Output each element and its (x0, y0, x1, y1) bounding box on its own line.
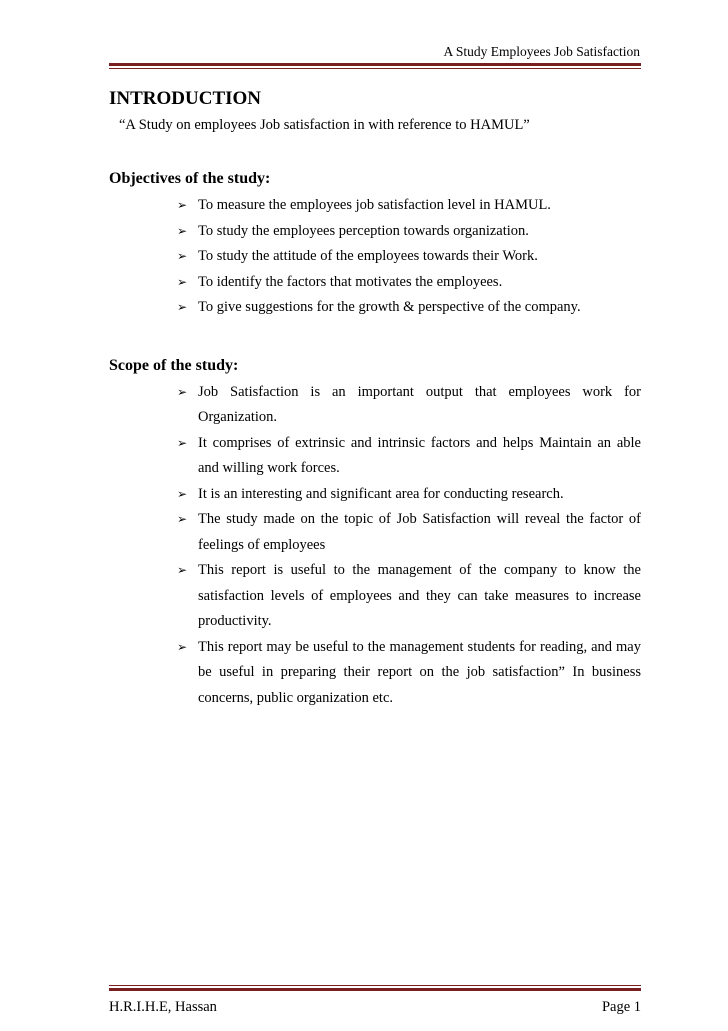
list-item (109, 244, 641, 270)
page-number: Page 1 (601, 999, 641, 1015)
arrow-bullet-icon: ➢ (177, 300, 188, 314)
list-item (109, 380, 641, 431)
arrow-bullet-icon: ➢ (177, 639, 188, 654)
footer-institution: H.R.I.H.E, Hassan (109, 999, 217, 1015)
arrow-bullet-icon: ➢ (177, 384, 188, 399)
list-item (109, 193, 641, 219)
list-item-text: It comprises of extrinsic and intrinsic factors and helps Maintain an able and willing work forces. (198, 434, 641, 476)
list-item (109, 295, 641, 321)
introduction-heading: INTRODUCTION (109, 88, 262, 109)
arrow-bullet-icon: ➢ (177, 198, 188, 212)
header-rule-thin (109, 68, 641, 69)
list-item-text: This report is useful to the management of the company to know the satisfaction levels of employees and they can take measures to increase productivity. (198, 562, 641, 629)
list-item-text: This report may be useful to the management students for reading, and may be useful in preparing their report on the job satisfaction” In business concerns, public organization etc. (198, 638, 641, 706)
list-item-text: Job Satisfaction is an important output that employees work for Organization. (198, 383, 641, 425)
list-item-text: To give suggestions for the growth & perspective of the company. (198, 299, 581, 315)
running-header: A Study Employees Job Satisfaction (443, 44, 640, 59)
footer-rule-thick (109, 988, 641, 991)
list-item (109, 482, 641, 508)
objectives-list (109, 193, 641, 321)
arrow-bullet-icon: ➢ (177, 249, 188, 263)
arrow-bullet-icon: ➢ (177, 435, 188, 450)
list-item-text: To study the attitude of the employees towards their Work. (198, 248, 538, 264)
arrow-bullet-icon: ➢ (177, 563, 188, 577)
page-body (109, 86, 641, 711)
list-item-text: To measure the employees job satisfaction level in HAMUL. (198, 197, 551, 213)
list-item-text: It is an interesting and significant area for conducting research. (198, 485, 564, 502)
list-item (109, 219, 641, 245)
footer-rule-thin (109, 985, 641, 986)
introduction-subtitle: “A Study on employees Job satisfaction in with reference to HAMUL” (119, 117, 530, 133)
list-item (109, 635, 641, 712)
list-item (109, 507, 641, 558)
header-rule-thick (109, 63, 641, 66)
list-item (109, 270, 641, 296)
objectives-heading: Objectives of the study: (109, 170, 271, 187)
arrow-bullet-icon: ➢ (177, 486, 188, 501)
list-item (109, 431, 641, 482)
list-item (109, 558, 641, 635)
arrow-bullet-icon: ➢ (177, 223, 188, 238)
list-item-text: To identify the factors that motivates the employees. (198, 273, 503, 290)
arrow-bullet-icon: ➢ (177, 274, 188, 289)
list-item-text: The study made on the topic of Job Satisfaction will reveal the factor of feelings of employees (198, 511, 641, 553)
arrow-bullet-icon: ➢ (177, 512, 188, 526)
scope-list (109, 380, 641, 712)
scope-heading: Scope of the study: (109, 356, 239, 374)
list-item-text: To study the employees perception towards organization. (198, 222, 529, 239)
